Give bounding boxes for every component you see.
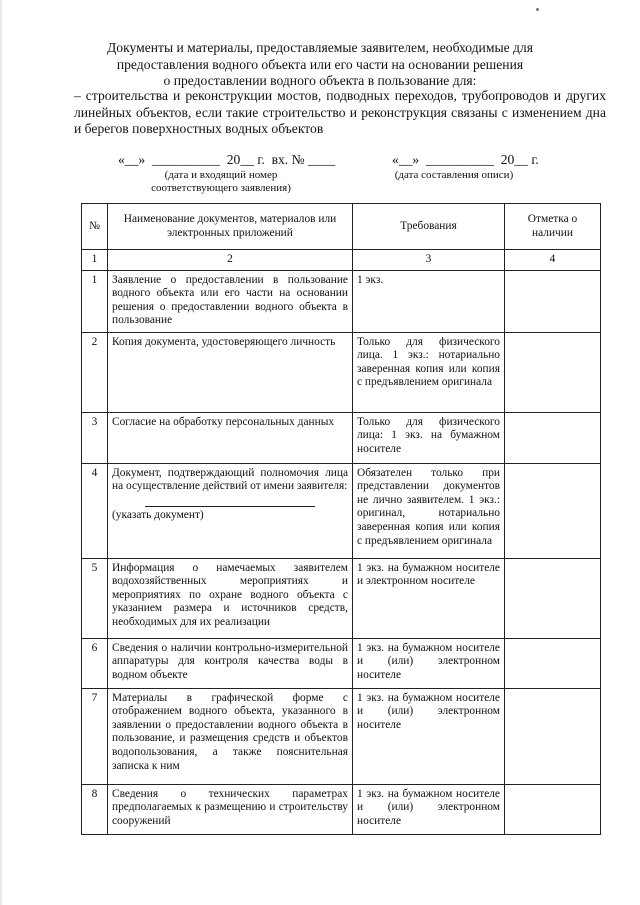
header-presence-mark: Отметка о наличии: [505, 204, 601, 250]
document-name: Материалы в графической форме с отображением водного объекта, указанного в заявлении о предоставлении водного объекта в пользование, и размещения средств и объектов водопользования, а также пояснительная записка к ним: [108, 688, 353, 784]
column-number: 1: [82, 250, 108, 271]
header-requirements: Требования: [353, 204, 505, 250]
row-number: 6: [82, 638, 108, 688]
document-name: Сведения о наличии контрольно-измерительной аппаратуры для контроля качества воды в водном объекте: [108, 638, 353, 688]
date-block: [0, 152, 640, 196]
header-name: Наименование документов, материалов или электронных приложений: [108, 204, 353, 250]
row-number: 5: [82, 558, 108, 638]
presence-mark-cell[interactable]: [505, 784, 601, 834]
presence-mark-cell[interactable]: [505, 412, 601, 463]
row-number: 4: [82, 463, 108, 558]
column-number-row: [82, 250, 601, 271]
document-requirement: 1 экз. на бумажном носителе и (или) электронном носителе: [353, 688, 505, 784]
document-name: Документ, подтверждающий полномочия лица на осуществление действий от имени заявителя:: [112, 466, 348, 493]
purpose-text: – строительства и реконструкции мостов, подводных переходов, трубопроводов и других линейных объектов, если такие строительство и реконструкция связаны с изменением дна и берегов поверхностных водных объектов: [74, 88, 606, 136]
document-requirement: 1 экз. на бумажном носителе и (или) электронном носителе: [353, 638, 505, 688]
document-name: Копия документа, удостоверяющего личность: [108, 332, 353, 412]
document-name: Сведения о технических параметрах предполагаемых к размещению и строительству сооружений: [108, 784, 353, 834]
header-number: №: [82, 204, 108, 250]
table-row: [82, 638, 601, 688]
application-date-caption-2: соответствующего заявления): [151, 182, 291, 194]
presence-mark-cell[interactable]: [505, 558, 601, 638]
presence-mark-cell[interactable]: [505, 270, 601, 332]
scan-edge: [0, 0, 2, 905]
table-row: [82, 558, 601, 638]
inventory-date-line: «__» __________ 20__ г.: [392, 152, 539, 167]
documents-table: [81, 203, 601, 835]
table-header-row: [82, 204, 601, 250]
application-date-caption-1: (дата и входящий номер: [164, 169, 278, 181]
column-number: 3: [353, 250, 505, 271]
document-requirement: 1 экз. на бумажном носителе и электронном носителе: [353, 558, 505, 638]
fill-in-caption: (указать документ): [112, 508, 204, 521]
title-line-2: предоставления водного объекта или его части на основании решения: [116, 56, 524, 72]
document-requirement: 1 экз.: [353, 270, 505, 332]
application-date-caption: [136, 169, 306, 195]
presence-mark-cell[interactable]: [505, 638, 601, 688]
row-number: 1: [82, 270, 108, 332]
document-requirement: 1 экз. на бумажном носителе и (или) электронном носителе: [353, 784, 505, 834]
document-requirement: Только для физического лица: 1 экз. на бумажном носителе: [353, 412, 505, 463]
row-number: 7: [82, 688, 108, 784]
document-name-cell: [108, 463, 353, 558]
document-name: Заявление о предоставлении в пользование водного объекта или его части на основании решения о предоставлении водного объекта в пользование: [108, 270, 353, 332]
title-line-3: о предоставлении водного объекта в пользование для:: [163, 73, 477, 88]
column-number: 2: [108, 250, 353, 271]
scan-speck: [536, 8, 539, 11]
application-date-line: «__» __________ 20__ г. вх. № ____: [118, 152, 336, 167]
presence-mark-cell[interactable]: [505, 688, 601, 784]
document-requirement: Обязателен только при представлении документов не лично заявителем. 1 экз.: оригинал, нотариально заверенная копия или копия с предъявлением оригинала: [353, 463, 505, 558]
table-row: [82, 784, 601, 834]
document-title: [60, 40, 580, 90]
document-requirement: Только для физического лица. 1 экз.: нотариально заверенная копия или копия с предъявлением оригинала: [353, 332, 505, 412]
presence-mark-cell[interactable]: [505, 463, 601, 558]
column-number: 4: [505, 250, 601, 271]
table-row: [82, 332, 601, 412]
presence-mark-cell[interactable]: [505, 332, 601, 412]
row-number: 3: [82, 412, 108, 463]
title-line-1: Документы и материалы, предоставляемые заявителем, необходимые для: [107, 40, 533, 55]
table-row: [82, 270, 601, 332]
document-name: Согласие на обработку персональных данных: [108, 412, 353, 463]
table-row: [82, 463, 601, 558]
row-number: 2: [82, 332, 108, 412]
table-row: [82, 412, 601, 463]
row-number: 8: [82, 784, 108, 834]
table-row: [82, 688, 601, 784]
fill-in-line: [145, 506, 315, 507]
inventory-date-caption: (дата составления описи): [394, 169, 514, 181]
document-name: Информация о намечаемых заявителем водохозяйственных мероприятиях и мероприятиях по охране водного объекта с указанием размера и источников средств, необходимых для их реализации: [108, 558, 353, 638]
